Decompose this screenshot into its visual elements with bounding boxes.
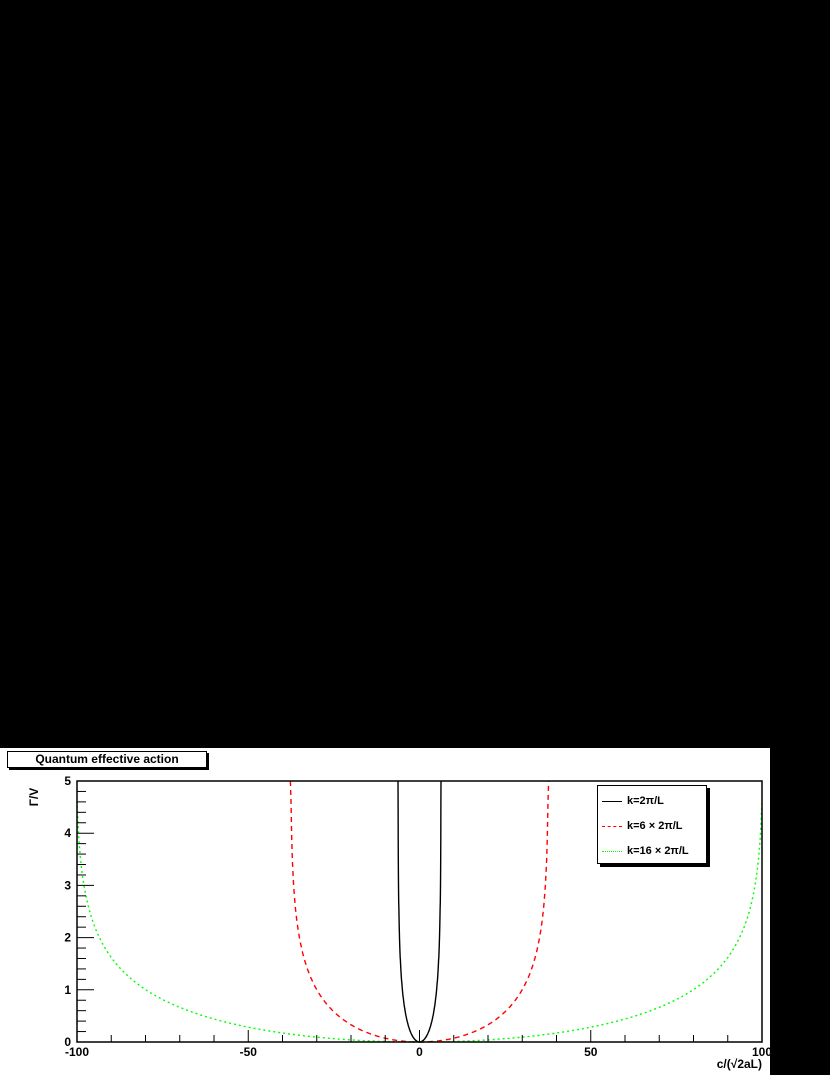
x-tick-label: 50 <box>584 1045 598 1059</box>
y-tick-label: 2 <box>64 930 71 945</box>
x-axis-label: c/(√2aL) <box>716 1057 762 1071</box>
y-tick-label: 3 <box>64 878 71 893</box>
x-axis <box>65 1030 772 1059</box>
solid-line-icon <box>602 801 622 802</box>
y-tick-label: 0 <box>64 1035 71 1049</box>
series-line-0 <box>398 781 441 1042</box>
y-tick-label: 4 <box>64 826 71 841</box>
chart-title: Quantum effective action <box>7 751 207 768</box>
x-tick-label: -100 <box>64 1045 90 1059</box>
y-axis-label: Γ/V <box>27 787 41 807</box>
x-tick-label: 0 <box>416 1045 423 1059</box>
legend <box>597 785 707 864</box>
dotted-line-icon <box>602 851 622 852</box>
legend-item-k6: k=6 × 2π/L <box>602 819 683 833</box>
series-line-1 <box>290 781 548 1042</box>
legend-item-k1: k=2π/L <box>602 794 664 808</box>
y-tick-label: 1 <box>64 982 71 997</box>
x-tick-label: 100 <box>751 1045 773 1059</box>
dashed-line-icon <box>602 826 622 827</box>
x-tick-label: -50 <box>239 1045 257 1059</box>
y-tick-label: 5 <box>64 774 71 788</box>
legend-item-k16: k=16 × 2π/L <box>602 844 689 858</box>
